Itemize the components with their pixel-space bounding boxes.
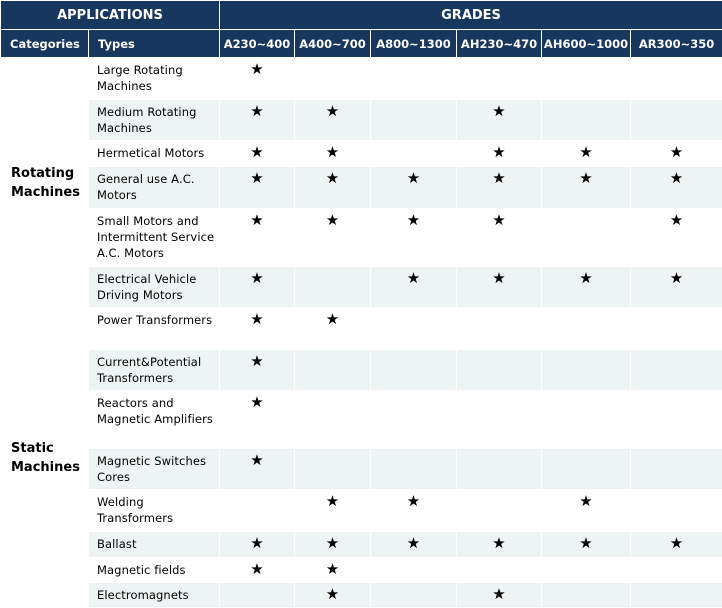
grade-cell <box>371 141 457 167</box>
type-label: Ballast <box>89 532 220 558</box>
star-icon: ★ <box>325 560 340 578</box>
table-row <box>1 58 722 100</box>
grade-cell <box>631 58 722 100</box>
grade-header: A230~400 <box>220 30 295 58</box>
star-icon: ★ <box>669 169 684 187</box>
grade-cell <box>220 167 295 209</box>
grade-cell <box>631 167 722 209</box>
categories-header: Categories <box>1 30 89 58</box>
grade-cell <box>220 58 295 100</box>
star-icon: ★ <box>325 102 340 120</box>
grade-cell <box>220 308 295 350</box>
star-icon: ★ <box>325 585 340 603</box>
grade-cell <box>631 141 722 167</box>
type-label: Hermetical Motors <box>89 141 220 167</box>
star-icon: ★ <box>250 310 264 328</box>
grade-cell <box>457 141 542 167</box>
grade-cell <box>371 490 457 532</box>
table-row <box>1 532 722 558</box>
grade-cell <box>542 100 631 141</box>
grade-cell <box>631 308 722 350</box>
grade-cell <box>295 209 371 267</box>
grade-cell <box>457 58 542 100</box>
category-label: Rotating Machines <box>1 58 89 308</box>
grade-cell <box>631 391 722 449</box>
star-icon: ★ <box>325 211 340 229</box>
grade-cell <box>457 167 542 209</box>
grade-cell <box>457 490 542 532</box>
grade-cell <box>220 141 295 167</box>
star-icon: ★ <box>492 269 506 287</box>
star-icon: ★ <box>492 585 506 603</box>
type-label: Magnetic fields <box>89 558 220 583</box>
grade-cell <box>295 100 371 141</box>
grade-cell <box>542 490 631 532</box>
grade-cell <box>295 558 371 583</box>
type-label: Power Transformers <box>89 308 220 350</box>
grade-cell <box>220 558 295 583</box>
grade-header: A400~700 <box>295 30 371 58</box>
type-label: Reactors and Magnetic Amplifiers <box>89 391 220 449</box>
type-label: Current&Potential Transformers <box>89 350 220 391</box>
grade-cell <box>295 350 371 391</box>
type-label: Welding Transformers <box>89 490 220 532</box>
grade-cell <box>371 167 457 209</box>
types-header: Types <box>89 30 220 58</box>
grade-cell <box>631 350 722 391</box>
grade-cell <box>220 100 295 141</box>
table-row <box>1 141 722 167</box>
table-row <box>1 449 722 490</box>
grade-cell <box>371 100 457 141</box>
star-icon: ★ <box>492 211 506 229</box>
grade-cell <box>295 141 371 167</box>
star-icon: ★ <box>669 269 684 287</box>
grade-cell <box>542 583 631 608</box>
table-row <box>1 558 722 583</box>
grade-cell <box>457 532 542 558</box>
grade-cell <box>542 209 631 267</box>
star-icon: ★ <box>406 211 421 229</box>
grade-cell <box>371 308 457 350</box>
grade-cell <box>295 267 371 308</box>
grade-cell <box>631 449 722 490</box>
grade-cell <box>542 308 631 350</box>
table-row <box>1 267 722 308</box>
grade-cell <box>220 209 295 267</box>
table-row <box>1 308 722 350</box>
grade-cell <box>457 391 542 449</box>
grade-cell <box>631 267 722 308</box>
table-row <box>1 167 722 209</box>
star-icon: ★ <box>250 143 264 161</box>
star-icon: ★ <box>579 143 593 161</box>
grade-cell <box>631 532 722 558</box>
table-row <box>1 350 722 391</box>
grade-cell <box>457 583 542 608</box>
grade-header: AH600~1000 <box>542 30 631 58</box>
grade-cell <box>457 350 542 391</box>
header-row-top <box>1 1 722 30</box>
star-icon: ★ <box>325 310 340 328</box>
grade-cell <box>371 350 457 391</box>
type-label: Large Rotating Machines <box>89 58 220 100</box>
star-icon: ★ <box>492 143 506 161</box>
grade-cell <box>220 490 295 532</box>
type-label: Electrical Vehicle Driving Motors <box>89 267 220 308</box>
grade-cell <box>295 58 371 100</box>
grade-cell <box>371 391 457 449</box>
star-icon: ★ <box>250 451 264 469</box>
grade-cell <box>371 267 457 308</box>
grade-cell <box>220 583 295 608</box>
grade-cell <box>631 100 722 141</box>
table-row <box>1 490 722 532</box>
star-icon: ★ <box>406 534 421 552</box>
grade-cell <box>457 308 542 350</box>
grade-cell <box>371 209 457 267</box>
grade-cell <box>220 449 295 490</box>
type-label: Small Motors and Intermittent Service A.C. Motors <box>89 209 220 267</box>
grade-cell <box>457 558 542 583</box>
star-icon: ★ <box>579 169 593 187</box>
grade-cell <box>542 141 631 167</box>
grade-cell <box>542 350 631 391</box>
grade-cell <box>542 58 631 100</box>
grade-header: AR300~350 <box>631 30 722 58</box>
grade-cell <box>631 583 722 608</box>
type-label: Magnetic Switches Cores <box>89 449 220 490</box>
applications-header: APPLICATIONS <box>1 1 220 30</box>
grade-cell <box>457 209 542 267</box>
star-icon: ★ <box>325 169 340 187</box>
table-row <box>1 583 722 608</box>
grade-cell <box>371 58 457 100</box>
grade-cell <box>295 583 371 608</box>
grade-cell <box>295 449 371 490</box>
grade-cell <box>295 532 371 558</box>
grade-cell <box>457 449 542 490</box>
grade-cell <box>542 267 631 308</box>
header-row-columns <box>1 30 722 58</box>
grade-cell <box>371 532 457 558</box>
grade-cell <box>220 267 295 308</box>
star-icon: ★ <box>250 560 264 578</box>
grade-cell <box>295 391 371 449</box>
star-icon: ★ <box>325 143 340 161</box>
star-icon: ★ <box>492 169 506 187</box>
grade-cell <box>542 449 631 490</box>
grade-cell <box>371 558 457 583</box>
table-row <box>1 209 722 267</box>
star-icon: ★ <box>406 169 421 187</box>
type-label: Medium Rotating Machines <box>89 100 220 141</box>
star-icon: ★ <box>250 352 264 370</box>
star-icon: ★ <box>250 169 264 187</box>
star-icon: ★ <box>250 60 264 78</box>
grade-cell <box>542 558 631 583</box>
type-label: Electromagnets <box>89 583 220 608</box>
grade-cell <box>542 532 631 558</box>
type-label: General use A.C. Motors <box>89 167 220 209</box>
table-body <box>1 58 722 608</box>
star-icon: ★ <box>579 534 593 552</box>
grade-cell <box>457 100 542 141</box>
grade-cell <box>542 167 631 209</box>
star-icon: ★ <box>579 492 593 510</box>
table-row <box>1 391 722 449</box>
star-icon: ★ <box>669 534 684 552</box>
grade-cell <box>295 490 371 532</box>
star-icon: ★ <box>250 534 264 552</box>
grades-header: GRADES <box>220 1 722 30</box>
table-row <box>1 100 722 141</box>
star-icon: ★ <box>669 211 684 229</box>
category-label: Static Machines <box>1 308 89 608</box>
star-icon: ★ <box>250 269 264 287</box>
star-icon: ★ <box>250 393 264 411</box>
star-icon: ★ <box>492 102 506 120</box>
star-icon: ★ <box>579 269 593 287</box>
grade-header: AH230~470 <box>457 30 542 58</box>
grade-header: A800~1300 <box>371 30 457 58</box>
grade-cell <box>371 449 457 490</box>
grade-cell <box>631 490 722 532</box>
grade-cell <box>220 532 295 558</box>
star-icon: ★ <box>492 534 506 552</box>
grade-cell <box>631 558 722 583</box>
star-icon: ★ <box>406 269 421 287</box>
grade-cell <box>542 391 631 449</box>
grade-cell <box>220 350 295 391</box>
grade-cell <box>220 391 295 449</box>
grade-cell <box>371 583 457 608</box>
grade-cell <box>457 267 542 308</box>
star-icon: ★ <box>325 492 340 510</box>
star-icon: ★ <box>250 211 264 229</box>
star-icon: ★ <box>325 534 340 552</box>
star-icon: ★ <box>250 102 264 120</box>
grade-cell <box>295 167 371 209</box>
grade-cell <box>295 308 371 350</box>
star-icon: ★ <box>669 143 684 161</box>
star-icon: ★ <box>406 492 421 510</box>
grade-cell <box>631 209 722 267</box>
